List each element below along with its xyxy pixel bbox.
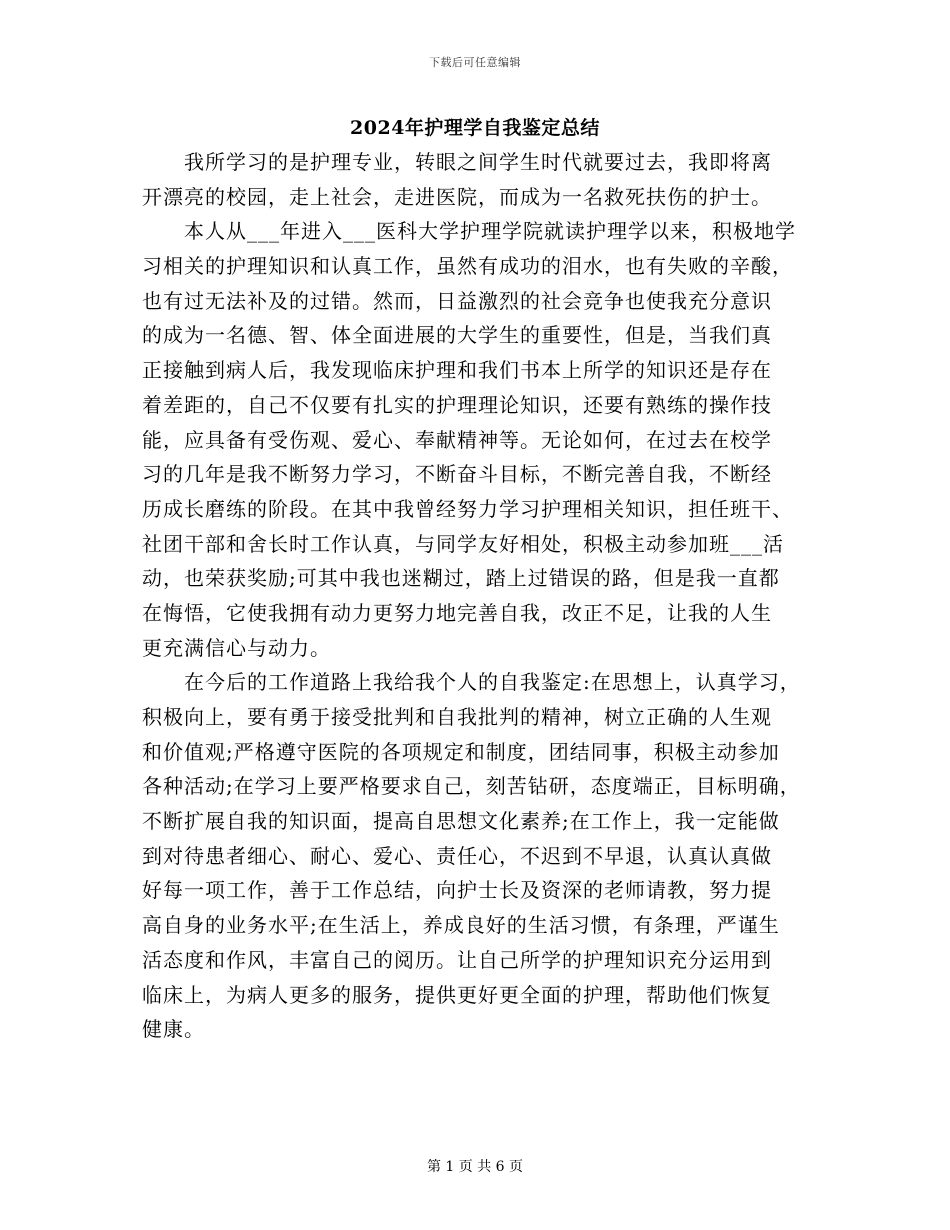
body-line: 在今后的工作道路上我给我个人的自我鉴定:在思想上，认真学习， <box>184 670 801 695</box>
body-line: 正接触到病人后，我发现临床护理和我们书本上所学的知识还是存在 <box>142 358 772 383</box>
body-line: 习的几年是我不断努力学习，不断奋斗目标，不断完善自我，不断经 <box>142 462 772 487</box>
body-line: 临床上，为病人更多的服务，提供更好更全面的护理，帮助他们恢复 <box>142 982 772 1007</box>
body-line: 到对待患者细心、耐心、爱心、责任心，不迟到不早退，认真认真做 <box>142 843 772 868</box>
body-line: 高自身的业务水平;在生活上，养成良好的生活习惯，有条理，严谨生 <box>142 913 780 938</box>
document-title: 2024年护理学自我鉴定总结 <box>350 117 600 139</box>
body-line: 健康。 <box>142 1017 205 1042</box>
body-line: 社团干部和舍长时工作认真，与同学友好相处，积极主动参加班___活 <box>142 531 784 556</box>
body-line: 动，也荣获奖励;可其中我也迷糊过，踏上过错误的路，但是我一直都 <box>142 566 780 591</box>
page-number-footer: 第 1 页 共 6 页 <box>426 1159 524 1175</box>
body-line: 和价值观;严格遵守医院的各项规定和制度，团结同事，积极主动参加 <box>142 739 780 764</box>
document-body <box>142 145 814 1047</box>
page-header-note: 下载后可任意编辑 <box>429 56 521 69</box>
body-line: 能，应具备有受伤观、爱心、奉献精神等。无论如何，在过去在校学 <box>142 427 772 452</box>
body-line: 各种活动;在学习上要严格要求自己，刻苦钻研，态度端正，目标明确， <box>142 774 801 799</box>
body-line: 积极向上，要有勇于接受批判和自我批判的精神，树立正确的人生观 <box>142 705 772 729</box>
body-line: 不断扩展自我的知识面，提高自思想文化素养;在工作上，我一定能做 <box>142 809 780 834</box>
body-line: 本人从___年进入___医科大学护理学院就读护理学以来，积极地学 <box>184 219 796 244</box>
body-line: 历成长磨练的阶段。在其中我曾经努力学习护理相关知识，担任班干、 <box>142 496 793 521</box>
body-line: 也有过无法补及的过错。然而，日益激烈的社会竞争也使我充分意识 <box>142 288 772 313</box>
body-line: 开漂亮的校园，走上社会，走进医院，而成为一名救死扶伤的护士。 <box>142 184 772 209</box>
body-line: 在悔悟，它使我拥有动力更努力地完善自我，改正不足，让我的人生 <box>142 600 772 625</box>
body-line: 我所学习的是护理专业，转眼之间学生时代就要过去，我即将离 <box>184 150 772 174</box>
body-line: 活态度和作风，丰富自己的阅历。让自己所学的护理知识充分运用到 <box>142 947 772 972</box>
body-line: 着差距的，自己不仅要有扎实的护理理论知识，还要有熟练的操作技 <box>142 392 772 417</box>
body-line: 好每一项工作，善于工作总结，向护士长及资深的老师请教，努力提 <box>142 878 772 903</box>
body-line: 更充满信心与动力。 <box>142 635 331 660</box>
body-line: 习相关的护理知识和认真工作，虽然有成功的泪水，也有失败的辛酸， <box>142 254 793 279</box>
body-line: 的成为一名德、智、体全面进展的大学生的重要性，但是，当我们真 <box>142 323 772 348</box>
